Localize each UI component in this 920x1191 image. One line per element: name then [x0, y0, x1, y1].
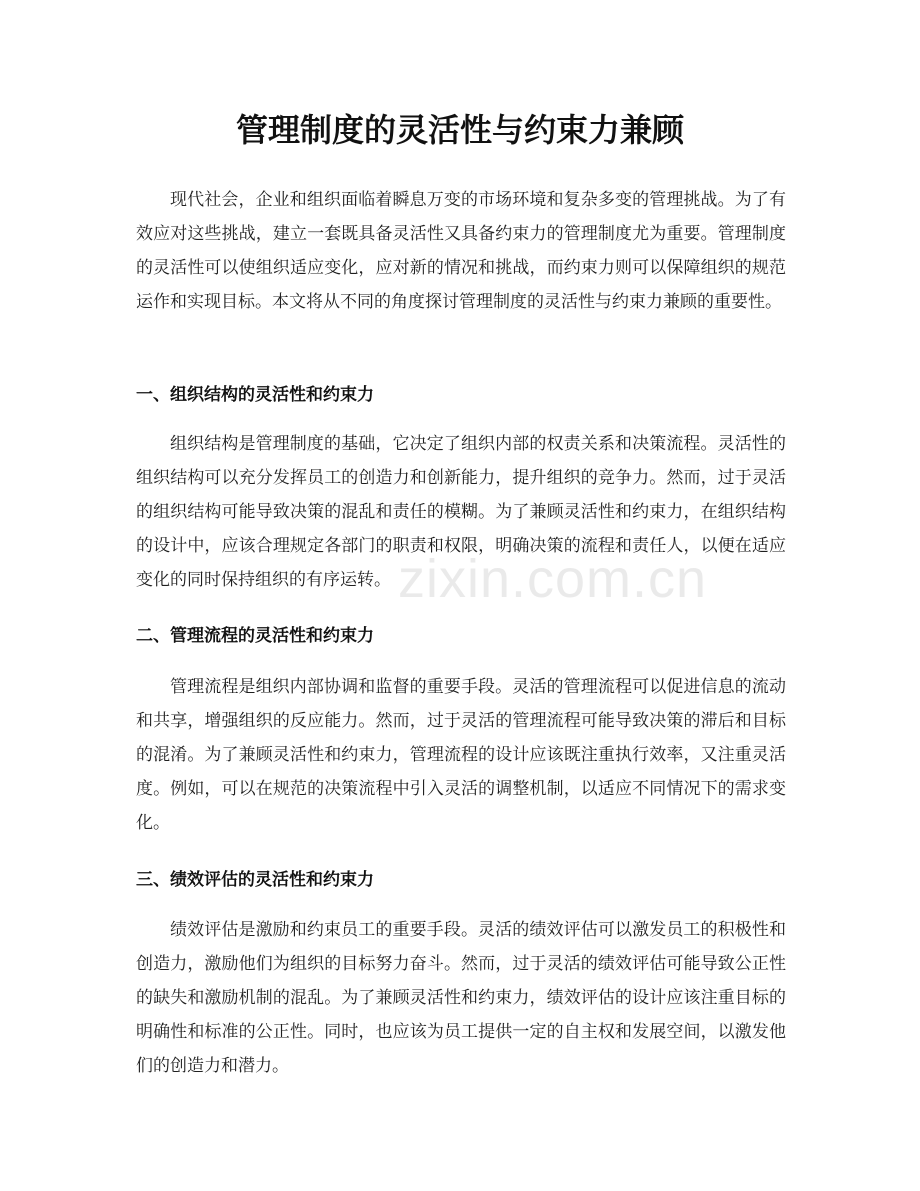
section-body-2: 管理流程是组织内部协调和监督的重要手段。灵活的管理流程可以促进信息的流动和共享，增强组织的反应能力。然而，过于灵活的管理流程可能导致决策的滞后和目标的混淆。为了兼顾灵活性和约束力，管理流程的设计应该既注重执行效率，又注重灵活度。例如，可以在规范的决策流程中引入灵活的调整机制，以适应不同情况下的需求变化。 [136, 677, 786, 833]
watermark: zixin.com.cn [398, 549, 708, 609]
section-heading-2: 二、管理流程的灵活性和约束力 [136, 626, 374, 646]
page-title: 管理制度的灵活性与约束力兼顾 [235, 111, 684, 149]
intro-paragraph: 现代社会，企业和组织面临着瞬息万变的市场环境和复杂多变的管理挑战。为了有效应对这些挑战，建立一套既具备灵活性又具备约束力的管理制度尤为重要。管理制度的灵活性可以使组织适应变化，应对新的情况和挑战，而约束力则可以保障组织的规范运作和实现目标。本文将从不同的角度探讨管理制度的灵活性与约束力兼顾的重要性。 [136, 190, 786, 312]
section-body-1: 组织结构是管理制度的基础，它决定了组织内部的权责关系和决策流程。灵活性的组织结构可以充分发挥员工的创造力和创新能力，提升组织的竞争力。然而，过于灵活的组织结构可能导致决策的混乱和责任的模糊。为了兼顾灵活性和约束力，在组织结构的设计中，应该合理规定各部门的职责和权限，明确决策的流程和责任人，以便在适应变化的同时保持组织的有序运转。 [136, 434, 786, 590]
section-heading-3: 三、绩效评估的灵活性和约束力 [136, 870, 374, 890]
section-body-3: 绩效评估是激励和约束员工的重要手段。灵活的绩效评估可以激发员工的积极性和创造力，激励他们为组织的目标努力奋斗。然而，过于灵活的绩效评估可能导致公正性的缺失和激励机制的混乱。为了兼顾灵活性和约束力，绩效评估的设计应该注重目标的明确性和标准的公正性。同时，也应该为员工提供一定的自主权和发展空间，以激发他们的创造力和潜力。 [136, 920, 786, 1076]
section-heading-1: 一、组织结构的灵活性和约束力 [136, 385, 374, 405]
